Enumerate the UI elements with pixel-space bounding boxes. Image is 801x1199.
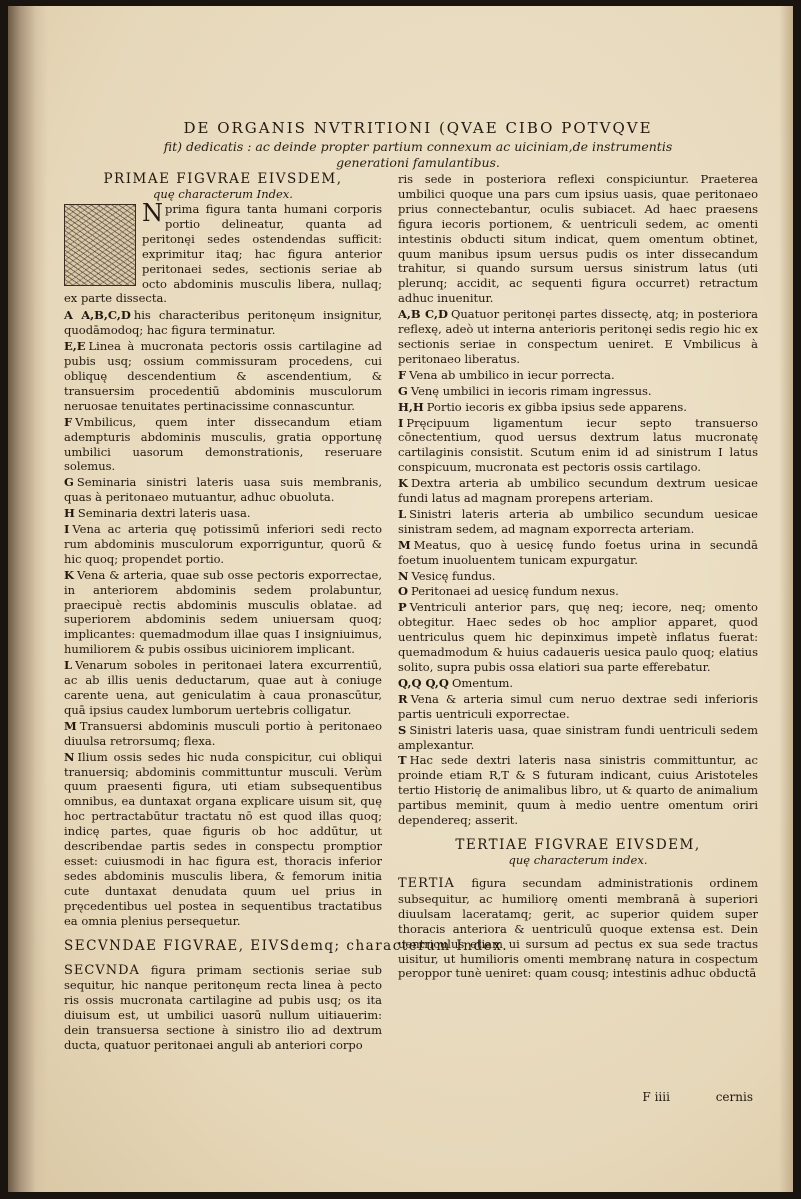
- catchword: cernis: [715, 1090, 753, 1104]
- section2-intro: SECVNDA figura primam sectionis seriae sub sequitur, hic nanque peritonęum recta linea à pecto ris ossis mucronata cartilagine ad pubis usq; os ita diuisum est, ut umbilici uasorū nullum uitiauerim: dein transuersa sectione à sinistro ilio ad dextrum ducta, quatuor peritonaei anguli ab anteriori corpo: [64, 962, 382, 1053]
- legend-entry: E,E Linea à mucronata pectoris ossis cartilagine ad pubis usq; ossium commissuram procedens, cui obliquę descendentium & ascendentium, & transuersim procedentiū abdominis musculorum neruosae tenuitates pertinacissime connascuntur.: [64, 339, 382, 413]
- title-line-3: generationi famulantibus.: [336, 155, 500, 170]
- section3-subheading: quę characterum index.: [508, 852, 648, 867]
- signature-mark: [642, 1090, 753, 1104]
- legend-entry: P Ventriculi anterior pars, quę neq; iecore, neq; omento obtegitur. Haec sedes ob hoc amplior apparet, quod uentriculus quem hic depinximus impetè inflatus fuerat: quemadmodum & huius cadaueris uesica paulo quoq; elatius solito, supra pubis ossa elatiori sua parte efferebatur.: [398, 600, 758, 674]
- legend-entry: N Vesicę fundus.: [398, 568, 496, 583]
- legend-entry: M Meatus, quo à uesicę fundo foetus urina in secundā foetum inuoluentem tunicam expurgatur.: [398, 537, 758, 567]
- signature-label: F iiii: [642, 1090, 670, 1104]
- section1-heading: PRIMAE FIGVRAE EIVSDEM,: [103, 171, 343, 187]
- legend-entry: G Seminaria sinistri lateris uasa suis membranis, quas à peritonaeo mutuantur, adhuc obuoluta.: [64, 475, 382, 505]
- section2-heading: SECVNDAE FIGVRAE, EIVSdemq; characterum Index.: [64, 937, 508, 954]
- title-line-2: fit) dedicatis : ac deinde propter partium connexum ac uiciniam,de instrumentis: [163, 139, 673, 154]
- legend-entry: T Hac sede dextri lateris nasa sinistris committuntur, ac proinde etiam R,T & S futuram indicant, cuius Aristoteles tertio Historię de animalibus libro, ut & quarto de animalium partibus meminit, quum à medio uentre omentum oriri dependereq; asserit.: [398, 753, 758, 828]
- legend-entry: A A,B,C,D his characteribus peritonęum insignitur, quodāmodoq; hac figura terminatur.: [64, 308, 382, 338]
- section1-subheading: quę characterum Index.: [153, 187, 293, 201]
- legend-entry: H Seminaria dextri lateris uasa.: [64, 506, 251, 521]
- legend-entry: L Sinistri lateris arteria ab umbilico secundum uesicae sinistram sedem, ad magnam exporrecta arteriam.: [398, 506, 758, 536]
- section3-intro: TERTIA figura secundam administrationis ordinem subsequitur, ac humiliorę omenti membranā à superiori diuulsam laceratamq; gerit, ac superior quidem super thoracis anteriora & uentriculū quoque extensa est. Dein uentriculus etiam ui sursum ad pectus ex sua sede tractus uisitur, ut humilioris omenti membranę natura in cospectum peroppor tunè ueniret: quam cousq; intestinis adhuc obductā: [398, 875, 759, 981]
- legend-entry: F Vmbilicus, quem inter dissecandum etiam adempturis abdominis musculis, gratia opportunę umbilici uasorum demonstrationis, reseruare solemus.: [64, 414, 382, 474]
- legend-entry: I Pręcipuum ligamentum iecur septo transuerso cōnectentium, quod uersus dextrum latus mucronatę cartilaginis consistit. Scutum enim id ad sinistrum I latus conspicuum, mucronata est pectoris ossis cartilago.: [398, 415, 758, 475]
- section3-heading: TERTIAE FIGVRAE EIVSDEM,: [455, 836, 701, 853]
- book-page: [8, 6, 793, 1192]
- legend-entry: Q,Q Q,Q Omentum.: [398, 675, 514, 690]
- section1-intro: [64, 199, 382, 306]
- running-title: DE ORGANIS NVTRITIONI (QVAE CIBO POTVQVE: [183, 119, 653, 137]
- legend-entry: H,H Portio iecoris ex gibba ipsius sede apparens.: [398, 399, 687, 414]
- legend-entry: K Vena & arteria, quae sub osse pectoris exporrectae, in anteriorem abdominis sedem prolabuntur, praecipuè rectis abdominis musculis oblatae. ad superiorem abdominis sedem uniuersam quoq; implicantes: quemadmodum illae quas I insigniuimus, humiliorem & pubis ossibus uiciniorem implicant.: [64, 567, 382, 657]
- page-edge: [779, 6, 793, 1192]
- continued-text: ris sede in posteriora reflexi conspiciuntur. Praeterea umbilici quoque una pars cum ipsius uasis, quae peritonaeo prius connectebantur, oculis subiacet. Ad haec praesens figura iecoris portionem, & uentriculi sedem, ac omenti intestinis obducti situm indicat, quem omentum obtinet, quum manibus ipsum uersus pudis os inter dissecandum trahitur, si quando sursum uersus sinistrum latus (uti plerunq; accidit, ac sequenti figura occurret) retractum adhuc inuenitur.: [398, 172, 758, 306]
- legend-entry: L Venarum soboles in peritonaei latera excurrentiū, ac ab illis uenis deductarum, quae aut à coniuge carente uena, aut geniculatim à caua pronascūtur, quā ipsius caudex lumborum uertebris colligatur.: [64, 658, 382, 717]
- drop-cap: N: [142, 199, 163, 227]
- legend-entry: M Transuersi abdominis musculi portio à peritonaeo diuulsa retrorsumq; flexa.: [64, 718, 382, 748]
- legend-entry: K Dextra arteria ab umbilico secundum dextrum uesicae fundi latus ad magnam prorepens arteriam.: [398, 476, 758, 506]
- legend-entry: R Vena & arteria simul cum neruo dextrae sedi inferioris partis uentriculi exporrectae.: [398, 691, 758, 721]
- legend-entry: N Ilium ossis sedes hic nuda conspicitur, cui obliqui tranuersiq; abdominis committuntur musculi. Verùm quum praesenti figura, uti etiam subsequentibus omnibus, ea duntaxat organa explicare uisum sit, quę hoc pertractabūtur tractatu nō est quod illas quoq; indicę partes, quae figuris ob hoc addūtur, ut describendae partis sedes in conspectu promptior esset: cuiusmodi in hac figura est, thoracis inferior sedes abdominis musculis libera, & femorum initia cute duntaxat denudata quum uel prius in pręcedentibus uel postea in sequentibus tractatibus ea omnia plenius persequetur.: [64, 749, 382, 928]
- legend-entry: F Vena ab umbilico in iecur porrecta.: [398, 367, 615, 382]
- book-gutter: [8, 6, 48, 1192]
- legend-entry: I Vena ac arteria quę potissimū inferiori sedi recto rum abdominis musculorum exporriguntur, quorū & hic quoq; propendet portio.: [64, 522, 382, 566]
- legend-entry: S Sinistri lateris uasa, quae sinistram fundi uentriculi sedem amplexantur.: [398, 722, 758, 752]
- right-column: [398, 171, 758, 982]
- legend-entry: A,B C,D Quatuor peritonęi partes dissectę, atq; in posteriora reflexę, adeò ut interna anterioris peritonęi sedis regio hic ex sectionis seriae in conspectum ueniret. E Vmbilicus à peritonaeo liberatus.: [398, 307, 758, 366]
- legend-entry: O Peritonaei ad uesicę fundum nexus.: [398, 584, 619, 599]
- woodcut-initial-image: [64, 204, 136, 286]
- intro-text: prima figura tanta humani corporis portio delineatur, quanta ad peritonęi sedes ostendendas sufficit: exprimitur itaq; hac figura anterior peritonaei sedes, sectionis seriae ab octo abdominis musculis libera, nullaq; ex parte dissecta.: [64, 202, 382, 306]
- legend-entry: G Venę umbilici in iecoris rimam ingressus.: [398, 383, 652, 398]
